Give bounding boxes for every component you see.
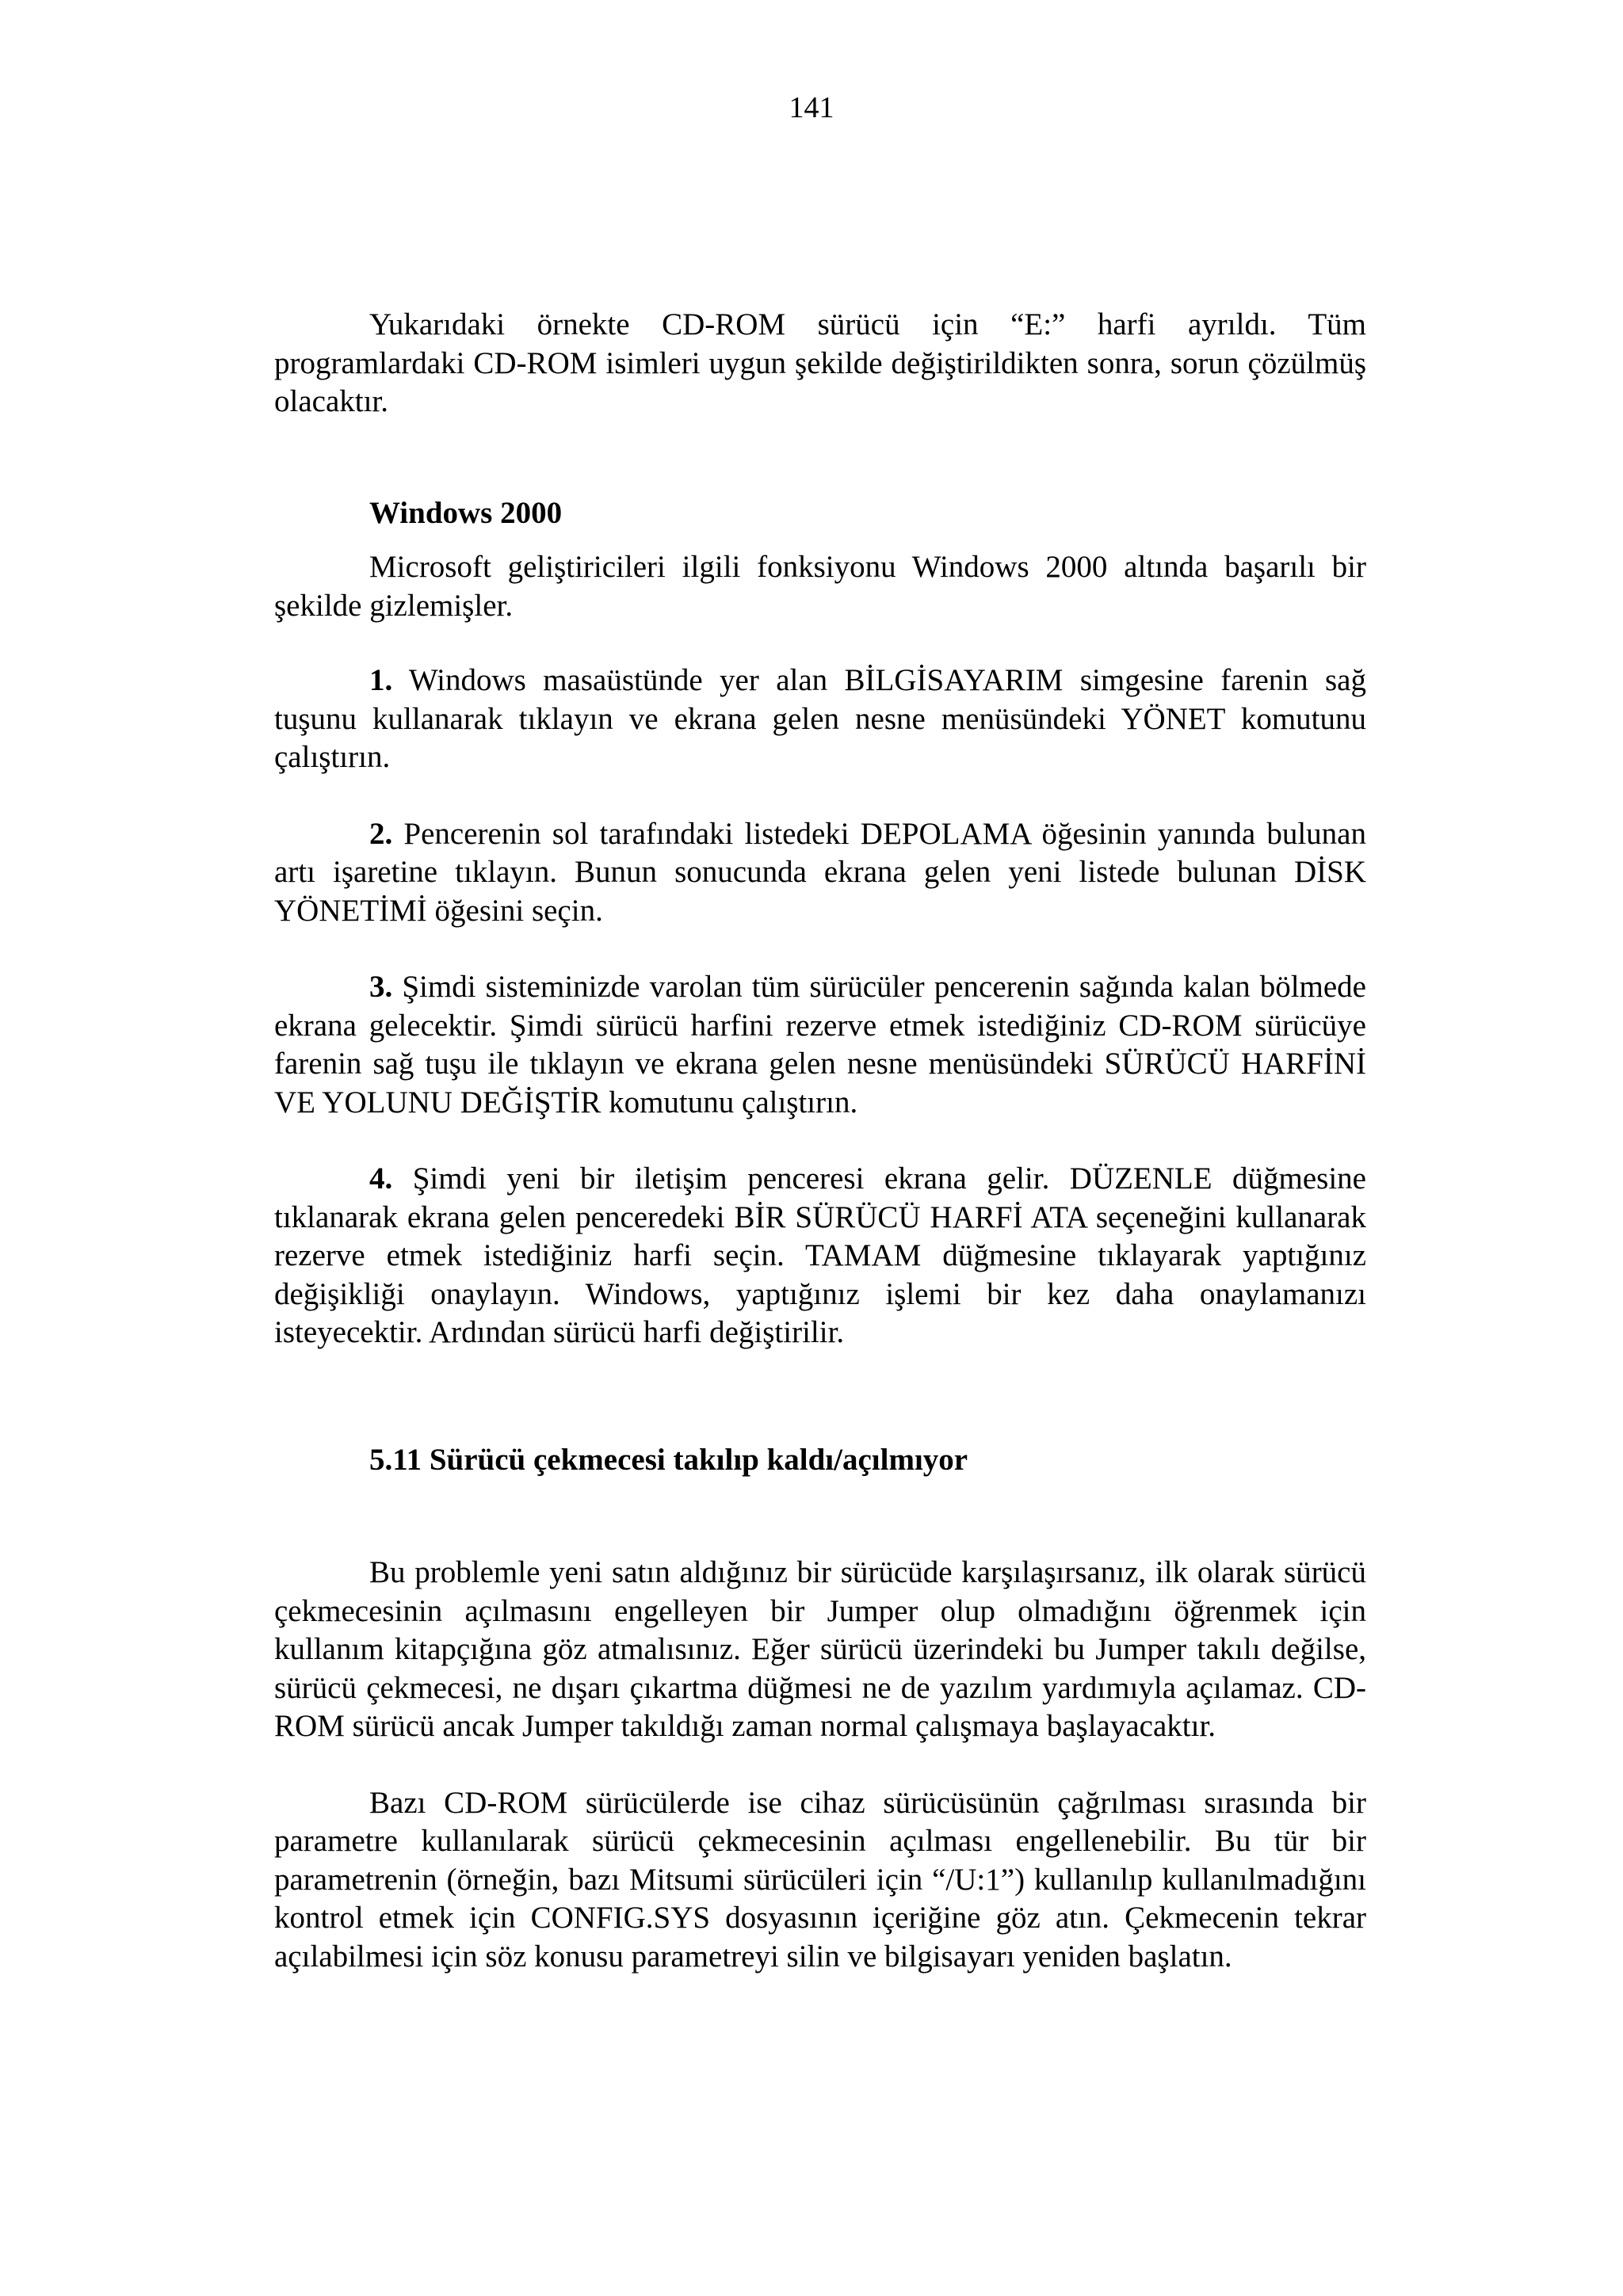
page-number: 141 — [789, 91, 834, 124]
step-4-text: Şimdi yeni bir iletişim penceresi ekrana gelir. DÜZENLE düğmesine tıklanarak ekrana gelen penceredeki BİR SÜRÜCÜ HARFİ ATA seçeneğini kullanarak rezerve etmek istediğiniz harfi seçin. TAMAM düğmesine tıklayarak yaptığınız değişikliği onaylayın. Windows, yaptığınız işlemi bir kez daha onaylamanızı isteyecektir. Ardından sürücü harfi değiştirilir. — [274, 1161, 1366, 1349]
page-content — [274, 306, 1366, 1976]
windows-2000-paragraph: Microsoft geliştiricileri ilgili fonksiyonu Windows 2000 altında başarılı bir şekilde gizlemişler. — [274, 550, 1366, 623]
step-2-number: 2. — [369, 816, 393, 851]
section-5-11-heading: 5.11 Sürücü çekmecesi takılıp kaldı/açılmıyor — [369, 1442, 968, 1477]
step-4 — [274, 1160, 1366, 1352]
step-1-text: Windows masaüstünde yer alan BİLGİSAYARIM simgesine farenin sağ tuşunu kullanarak tıklayın ve ekrana gelen nesne menüsündeki YÖNET komutunu çalıştırın. — [274, 663, 1366, 774]
step-1 — [274, 662, 1366, 777]
step-3-text: Şimdi sisteminizde varolan tüm sürücüler pencerenin sağında kalan bölmede ekrana gelecektir. Şimdi sürücü harfini rezerve etmek istediğiniz CD-ROM sürücüye farenin sağ tuşu ile tıklayın ve ekrana gelen nesne menüsündeki SÜRÜCÜ HARFİNİ VE YOLUNU DEĞİŞTİR komutunu çalıştırın. — [274, 970, 1366, 1119]
step-3-number: 3. — [369, 970, 393, 1004]
step-4-number: 4. — [369, 1161, 393, 1196]
intro-paragraph: Yukarıdaki örnekte CD-ROM sürücü için “E:” harfi ayrıldı. Tüm programlardaki CD-ROM isimleri uygun şekilde değiştirildikten sonra, sorun çözülmüş olacaktır. — [274, 307, 1366, 418]
section-5-11-paragraph-2: Bazı CD-ROM sürücülerde ise cihaz sürücüsünün çağrılması sırasında bir parametre kullanılarak sürücü çekmecesinin açılması engellenebilir. Bu tür bir parametrenin (örneğin, bazı Mitsumi sürücüleri için “/U:1”) kullanılıp kullanılmadığını kontrol etmek için CONFIG.SYS dosyasının içeriğine göz atın. Çekmecenin tekrar açılabilmesi için söz konusu parametreyi silin ve bilgisayarı yeniden başlatın. — [274, 1785, 1366, 1974]
step-3 — [274, 968, 1366, 1122]
section-5-11-paragraph-1: Bu problemle yeni satın aldığınız bir sürücüde karşılaşırsanız, ilk olarak sürücü çekmecesinin açılmasını engelleyen bir Jumper olup olmadığını öğrenmek için kullanım kitapçığına göz atmalısınız. Eğer sürücü üzerindeki bu Jumper takılı değilse, sürücü çekmecesi, ne dışarı çıkartma düğmesi ne de yazılım yardımıyla açılamaz. CD-ROM sürücü ancak Jumper takıldığı zaman normal çalışmaya başlayacaktır. — [274, 1555, 1366, 1743]
windows-2000-heading: Windows 2000 — [369, 495, 563, 530]
step-1-number: 1. — [369, 663, 393, 697]
step-2 — [274, 815, 1366, 931]
step-2-text: Pencerenin sol tarafındaki listedeki DEPOLAMA öğesinin yanında bulunan artı işaretine tıklayın. Bunun sonucunda ekrana gelen yeni listede bulunan DİSK YÖNETİMİ öğesini seçin. — [274, 816, 1366, 928]
